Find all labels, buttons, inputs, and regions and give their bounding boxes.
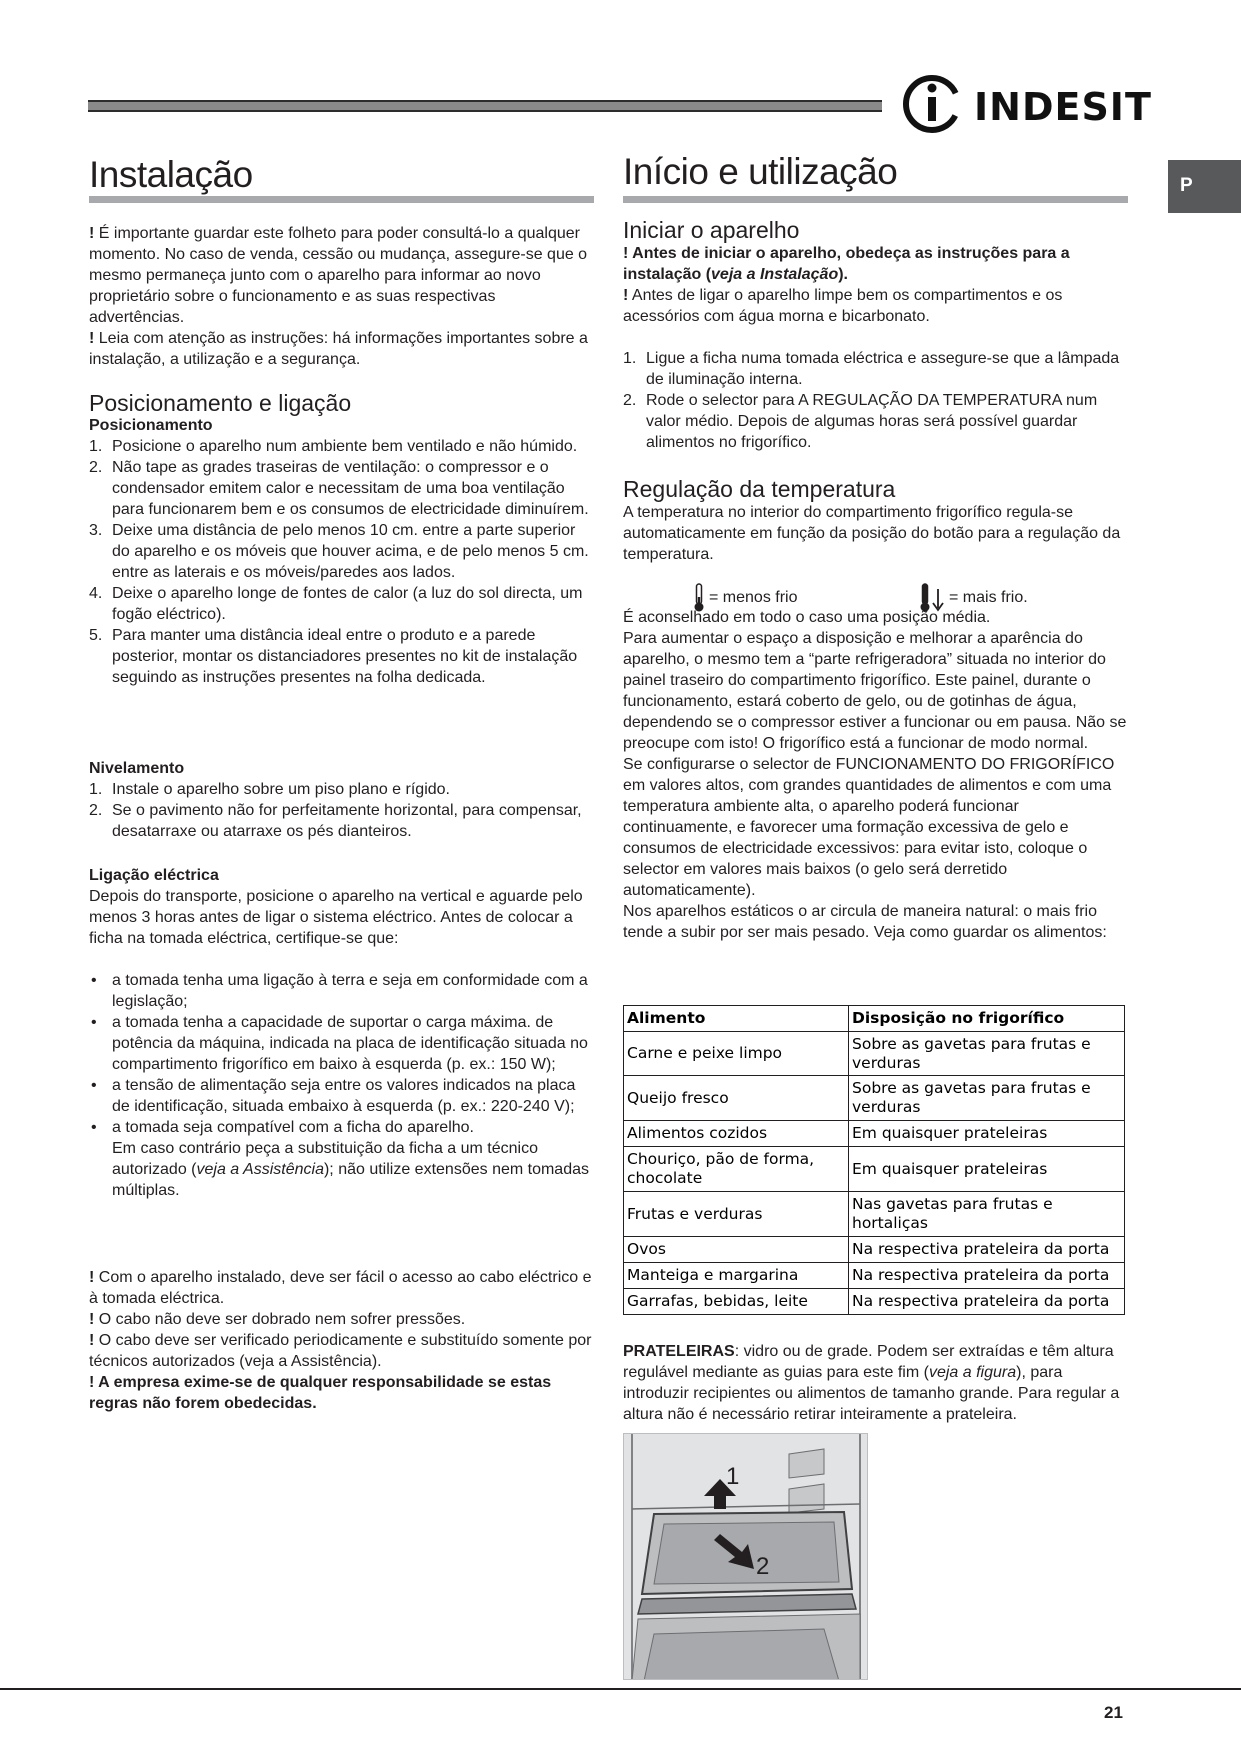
installation-intro	[89, 223, 594, 370]
positioning-heading: Posicionamento e ligação	[89, 390, 352, 416]
list-item: 2. Rode o selector para A REGULAÇÃO DA TEMPERATURA num valor médio. Depois de algumas horas será possível guardar alimentos no frigorífico.	[623, 392, 1098, 451]
list-item: 2. Se o pavimento não for perfeitamente horizontal, para compensar, desatarraxe ou atarraxe os pés dianteiros.	[89, 802, 582, 840]
leveling-section	[89, 758, 594, 842]
liability-warning: ! A empresa exime-se de qualquer responsabilidade se estas regras não forem obedecidas.	[89, 1374, 552, 1412]
list-item: 1. Posicione o aparelho num ambiente bem ventilado e não húmido.	[89, 438, 578, 455]
warning-paragraph: ! O cabo deve ser verificado periodicamente e substituído somente por técnicos autorizados (veja a Assistência).	[89, 1332, 592, 1370]
food-storage-table	[623, 1005, 1125, 1315]
language-tab: P	[1168, 160, 1241, 213]
positioning-subheading: Posicionamento	[89, 417, 213, 434]
temperature-legend	[693, 577, 1093, 611]
electric-subheading: Ligação eléctrica	[89, 867, 219, 884]
shelves-section	[623, 1341, 1128, 1425]
temperature-intro: A temperatura no interior do compartimento frigorífico regula-se automaticamente em função da posição do botão para a regulação da temperatura.	[623, 504, 1121, 563]
list-item: 1. Instale o aparelho sobre um piso plano e rígido.	[89, 781, 450, 798]
start-heading: Iniciar o aparelho	[623, 217, 800, 243]
title-rule-left	[89, 196, 594, 203]
table-row: Alimentos cozidos Em quaisquer prateleiras	[624, 1121, 1125, 1147]
table-header-food: Alimento	[624, 1006, 849, 1032]
indesit-logo-icon	[902, 74, 962, 134]
warning-paragraph: ! Com o aparelho instalado, deve ser fácil o acesso ao cabo eléctrico e à tomada eléctrica.	[89, 1269, 592, 1307]
shelves-text: PRATELEIRAS: vidro ou de grade. Podem ser extraídas e têm altura regulável mediante as guias para este fim (veja a figura), para introduzir recipientes ou alimentos de tamanho grande. Para regular a altura não é necessário retirar inteiramente a prateleira.	[623, 1343, 1120, 1423]
intro-paragraph: ! É importante guardar este folheto para poder consultá-lo a qualquer momento. No caso de venda, cessão ou mudança, assegure-se que o mesmo permaneça junto com o aparelho para informar ao novo proprietário sobre o funcionamento e as suas respectivas advertências.	[89, 225, 588, 326]
shelf-illustration	[624, 1434, 868, 1680]
leveling-list	[89, 779, 594, 842]
table-row: Frutas e verduras Nas gavetas para frutas e hortaliças	[624, 1192, 1125, 1237]
title-rule-right	[623, 196, 1128, 203]
table-row: Carne e peixe limpo Sobre as gavetas para frutas e verduras	[624, 1032, 1125, 1076]
footer-rule	[0, 1688, 1241, 1690]
list-item: • a tomada seja compatível com a ficha do aparelho. Em caso contrário peça a substituição da ficha a um técnico autorizado (veja a Assistência); não utilize extensões nem tomadas múltiplas.	[91, 1119, 589, 1199]
less-cold-legend: = menos frio	[693, 583, 797, 613]
installation-title: Instalação	[89, 154, 253, 195]
brand-name: INDESIT	[974, 85, 1152, 129]
brand-logo	[902, 74, 1152, 136]
positioning-section	[89, 390, 594, 688]
table-row: Chouriço, pão de forma, chocolate Em quaisquer prateleiras	[624, 1147, 1125, 1192]
shelf-figure	[623, 1433, 868, 1680]
start-note: ! Antes de ligar o aparelho limpe bem os compartimentos e os acessórios com água morna e bicarbonato.	[623, 287, 1063, 325]
table-row: Queijo fresco Sobre as gavetas para frutas e verduras	[624, 1076, 1125, 1121]
start-instruction: ! Antes de iniciar o aparelho, obedeça as instruções para a instalação (veja a Instalação).	[623, 245, 1070, 283]
list-item: • a tomada tenha a capacidade de suportar o carga máxima. de potência da máquina, indicada na placa de identificação situada no compartimento frigorífico em baixo à esquerda (p. ex.: 150 W);	[91, 1014, 588, 1073]
warning-paragraph: ! O cabo não deve ser dobrado nem sofrer pressões.	[89, 1311, 466, 1328]
more-cold-legend: = mais frio.	[919, 583, 1028, 613]
list-item: 5. Para manter uma distância ideal entre o produto e a parede posterior, montar os distanciadores presentes no kit de instalação seguindo as instruções presentes na folha dedicada.	[89, 627, 578, 686]
intro-paragraph: ! Leia com atenção as instruções: há informações importantes sobre a instalação, a utilização e a segurança.	[89, 330, 588, 368]
list-item: 4. Deixe o aparelho longe de fontes de calor (a luz do sol directa, um fogão eléctrico).	[89, 585, 583, 623]
table-row: Garrafas, bebidas, leite Na respectiva prateleira da porta	[624, 1289, 1125, 1315]
table-header-row	[624, 1006, 1125, 1032]
temperature-body: É aconselhado em todo o caso uma posição média. Para aumentar o espaço a disposição e melhorar a aparência do aparelho, o mesmo tem a “parte refrigeradora” situada no interior do painel traseiro do compartimento frigorífico. Este painel, durante o funcionamento, estará coberto de gelo, ou de gotinhas de água, dependendo se o compressor estiver a funcionar ou em pausa. Não se preocupe com isto! O frigorífico está a funcionar de modo normal. Se configurarse o selector de FUNCIONAMENTO DO FRIGORÍFICO em valores altos, com grandes quantidades de alimentos e com uma temperatura ambiente alta, o aparelho poderá funcionar continuamente, e favorecer uma formação excessiva de gelo e consumos de electricidade excessivos: para evitar isto, coloque o selector em valores mais baixos (o gelo será derretido automaticamente). Nos aparelhos estáticos o ar circula de maneira natural: o mais frio tende a subir por ser mais pesado. Veja como guardar os alimentos:	[623, 609, 1127, 941]
list-item: 1. Ligue a ficha numa tomada eléctrica e assegure-se que a lâmpada de iluminação interna.	[623, 350, 1120, 388]
list-item: 2. Não tape as grades traseiras de ventilação: o compressor e o condensador emitem calor e necessitam de uma boa ventilação para funcionarem bem e os consumos de electricidade diminuírem.	[89, 459, 589, 518]
table-header-placement: Disposição no frigorífico	[849, 1006, 1125, 1032]
figure-label-1: 1	[726, 1463, 740, 1490]
temperature-heading: Regulação da temperatura	[623, 476, 896, 502]
safety-warnings	[89, 1267, 594, 1414]
list-item: 3. Deixe uma distância de pelo menos 10 cm. entre a parte superior do aparelho e os móveis que houver acima, e de pelo menos 5 cm. entre as laterais e os móveis/paredes aos lados.	[89, 522, 589, 581]
table-row: Ovos Na respectiva prateleira da porta	[624, 1237, 1125, 1263]
electric-list	[89, 970, 594, 1201]
figure-label-2: 2	[756, 1553, 770, 1580]
electric-text: Depois do transporte, posicione o aparelho na vertical e aguarde pelo menos 3 horas antes de ligar o sistema eléctrico. Antes de colocar a ficha na tomada eléctrica, certifique-se que:	[89, 888, 583, 947]
start-steps	[623, 348, 1128, 453]
header-bar	[88, 100, 882, 112]
start-section	[623, 217, 1128, 453]
positioning-list	[89, 436, 594, 688]
start-use-title: Início e utilização	[623, 151, 898, 192]
page-number: 21	[1104, 1703, 1123, 1722]
list-item: • a tomada tenha uma ligação à terra e seja em conformidade com a legislação;	[91, 972, 588, 1010]
table-row: Manteiga e margarina Na respectiva prateleira da porta	[624, 1263, 1125, 1289]
list-item: • a tensão de alimentação seja entre os valores indicados na placa de identificação, situada embaixo à esquerda (p. ex.: 220-240 V);	[91, 1077, 576, 1115]
electric-section	[89, 865, 594, 1201]
leveling-subheading: Nivelamento	[89, 760, 185, 777]
temperature-section	[623, 476, 1128, 565]
